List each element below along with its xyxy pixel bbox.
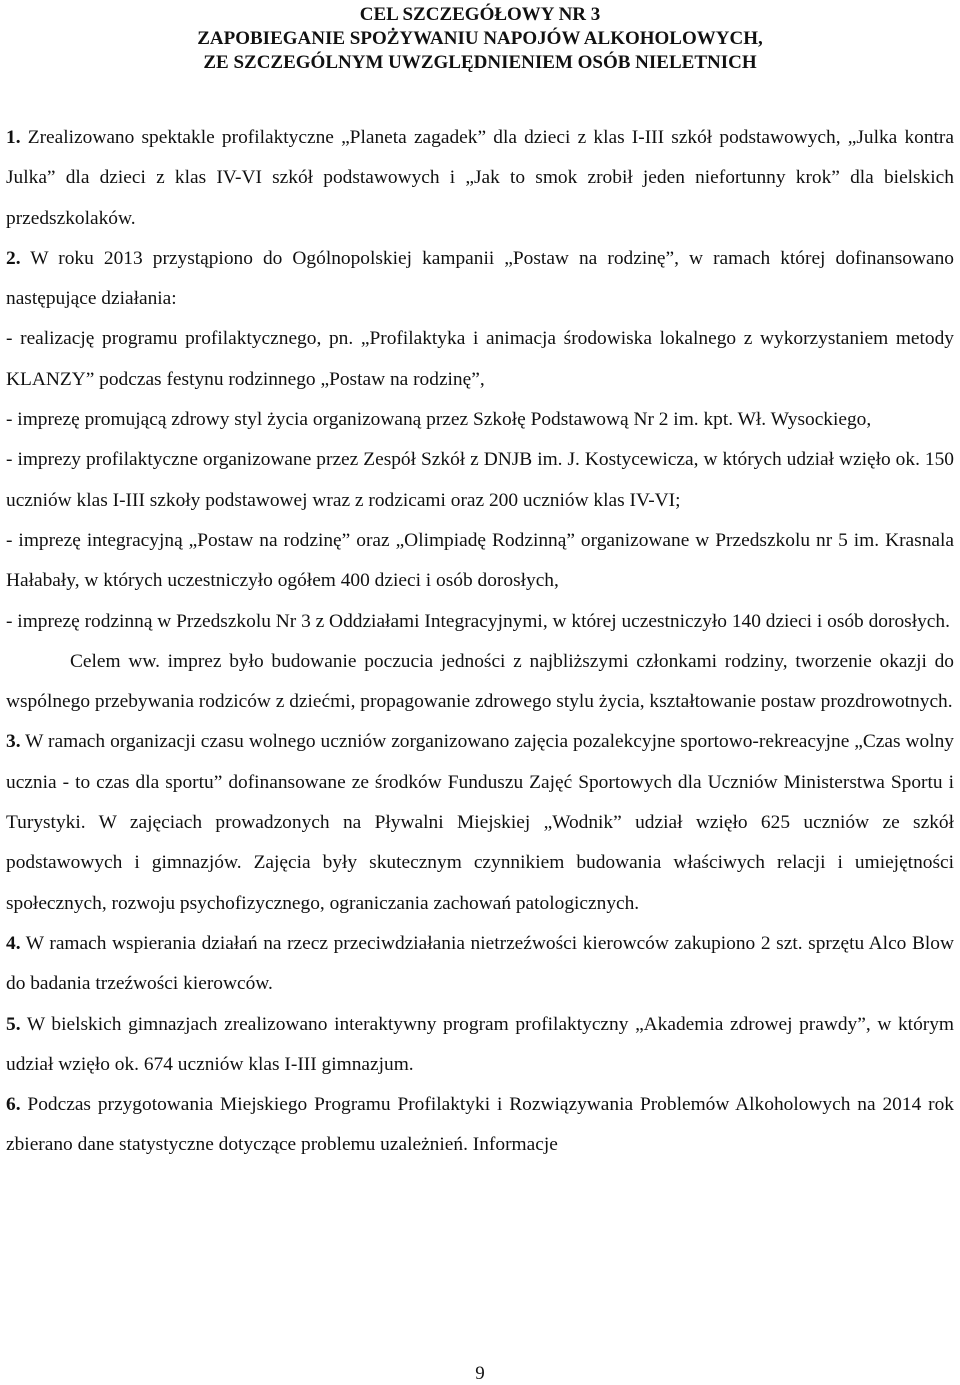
item-number-1: 1. — [6, 127, 21, 148]
paragraph-3 — [6, 722, 954, 923]
paragraph-6 — [6, 1085, 954, 1166]
item-text-6: Podczas przygotowania Miejskiego Programu Profilaktyki i Rozwiązywania Problemów Alkoholowych na 2014 rok zbierano dane statystyczne dotyczące problemu uzależnień. Informacje — [6, 1094, 954, 1156]
document-body — [6, 118, 954, 1166]
item-number-5: 5. — [6, 1013, 21, 1035]
item-number-3: 3. — [6, 731, 21, 753]
item-text-4: W ramach wspierania działań na rzecz przeciwdziałania nietrzeźwości kierowców zakupiono 2 szt. sprzętu Alco Blow do badania trzeźwości kierowców. — [6, 932, 954, 995]
item-text-5: W bielskich gimnazjach zrealizowano interaktywny program profilaktyczny „Akademia zdrowej prawdy”, w którym udział wzięło ok. 674 uczniów klas I-III gimnazjum. — [6, 1013, 954, 1075]
page-number: 9 — [475, 1363, 485, 1384]
paragraph-2 — [6, 239, 954, 320]
item-text-2: W roku 2013 przystąpiono do Ogólnopolskiej kampanii „Postaw na rodzinę”, w ramach której dofinansowano następujące działania: — [6, 247, 954, 310]
item-number-4: 4. — [6, 932, 21, 954]
item-text-1: Zrealizowano spektakle profilaktyczne „Planeta zagadek” dla dzieci z klas I-III szkół podstawowych, „Julka kontra Julka” dla dzieci z klas IV-VI szkół podstawowych i „Jak to smok zrobił jeden niefortunny krok” dla bielskich przedszkolaków. — [6, 127, 954, 229]
bullet-1: - realizację programu profilaktycznego, pn. „Profilaktyka i animacja środowiska lokalnego z wykorzystaniem metody KLANZY” podczas festynu rodzinnego „Postaw na rodzinę”, — [6, 328, 954, 390]
item-number-6: 6. — [6, 1094, 21, 1116]
bullet-4: - imprezę integracyjną „Postaw na rodzinę” oraz „Olimpiadę Rodzinną” organizowane w Przedszkolu nr 5 im. Krasnala Hałabały, w których uczestniczyło ogółem 400 dzieci i osób dorosłych, — [6, 529, 954, 592]
bullet-5: - imprezę rodzinną w Przedszkolu Nr 3 z Oddziałami Integracyjnymi, w której uczestniczyło 140 dzieci i osób dorosłych. — [6, 610, 950, 632]
item-number-2: 2. — [6, 247, 21, 269]
bullet-3: - imprezy profilaktyczne organizowane przez Zespół Szkół z DNJB im. J. Kostycewicza, w których udział wzięło ok. 150 uczniów klas I-III szkoły podstawowej wraz z rodzicami oraz 200 uczniów klas IV-VI; — [6, 449, 954, 511]
item-text-3: W ramach organizacji czasu wolnego uczniów zorganizowano zajęcia pozalekcyjne sportowo-rekreacyjne „Czas wolny ucznia - to czas dla sportu” dofinansowane ze środków Funduszu Zajęć Sportowych dla Uczniów Ministerstwa Sportu i Turystyki. W zajęciach prowadzonych na Pływalni Miejskiej „Wodnik” udział wzięło 625 uczniów ze szkół podstawowych i gimnazjów. Zajęcia były skutecznym czynnikiem budowania właściwych relacji i umiejętności społecznych, rozwoju psychofizycznego, ograniczania zachowań patologicznych. — [6, 731, 954, 914]
heading-line-1: CEL SZCZEGÓŁOWY NR 3 — [359, 4, 601, 25]
aim-paragraph: Celem ww. imprez było budowanie poczucia jedności z najbliższymi członkami rodziny, tworzenie okazji do wspólnego przebywania rodziców z dziećmi, propagowanie zdrowego stylu życia, kształtowanie postaw prozdrowotnych. — [6, 650, 954, 713]
bullet-2: - imprezę promującą zdrowy styl życia organizowaną przez Szkołę Podstawową Nr 2 im. kpt. Wł. Wysockiego, — [6, 409, 872, 431]
paragraph-4 — [6, 924, 954, 1005]
paragraph-1 — [6, 118, 954, 239]
paragraph-5 — [6, 1005, 954, 1086]
heading-line-3: ZE SZCZEGÓLNYM UWZGLĘDNIENIEM OSÓB NIELETNICH — [203, 52, 757, 73]
heading-line-2: ZAPOBIEGANIE SPOŻYWANIU NAPOJÓW ALKOHOLOWYCH, — [197, 28, 763, 49]
section-heading — [0, 3, 960, 75]
